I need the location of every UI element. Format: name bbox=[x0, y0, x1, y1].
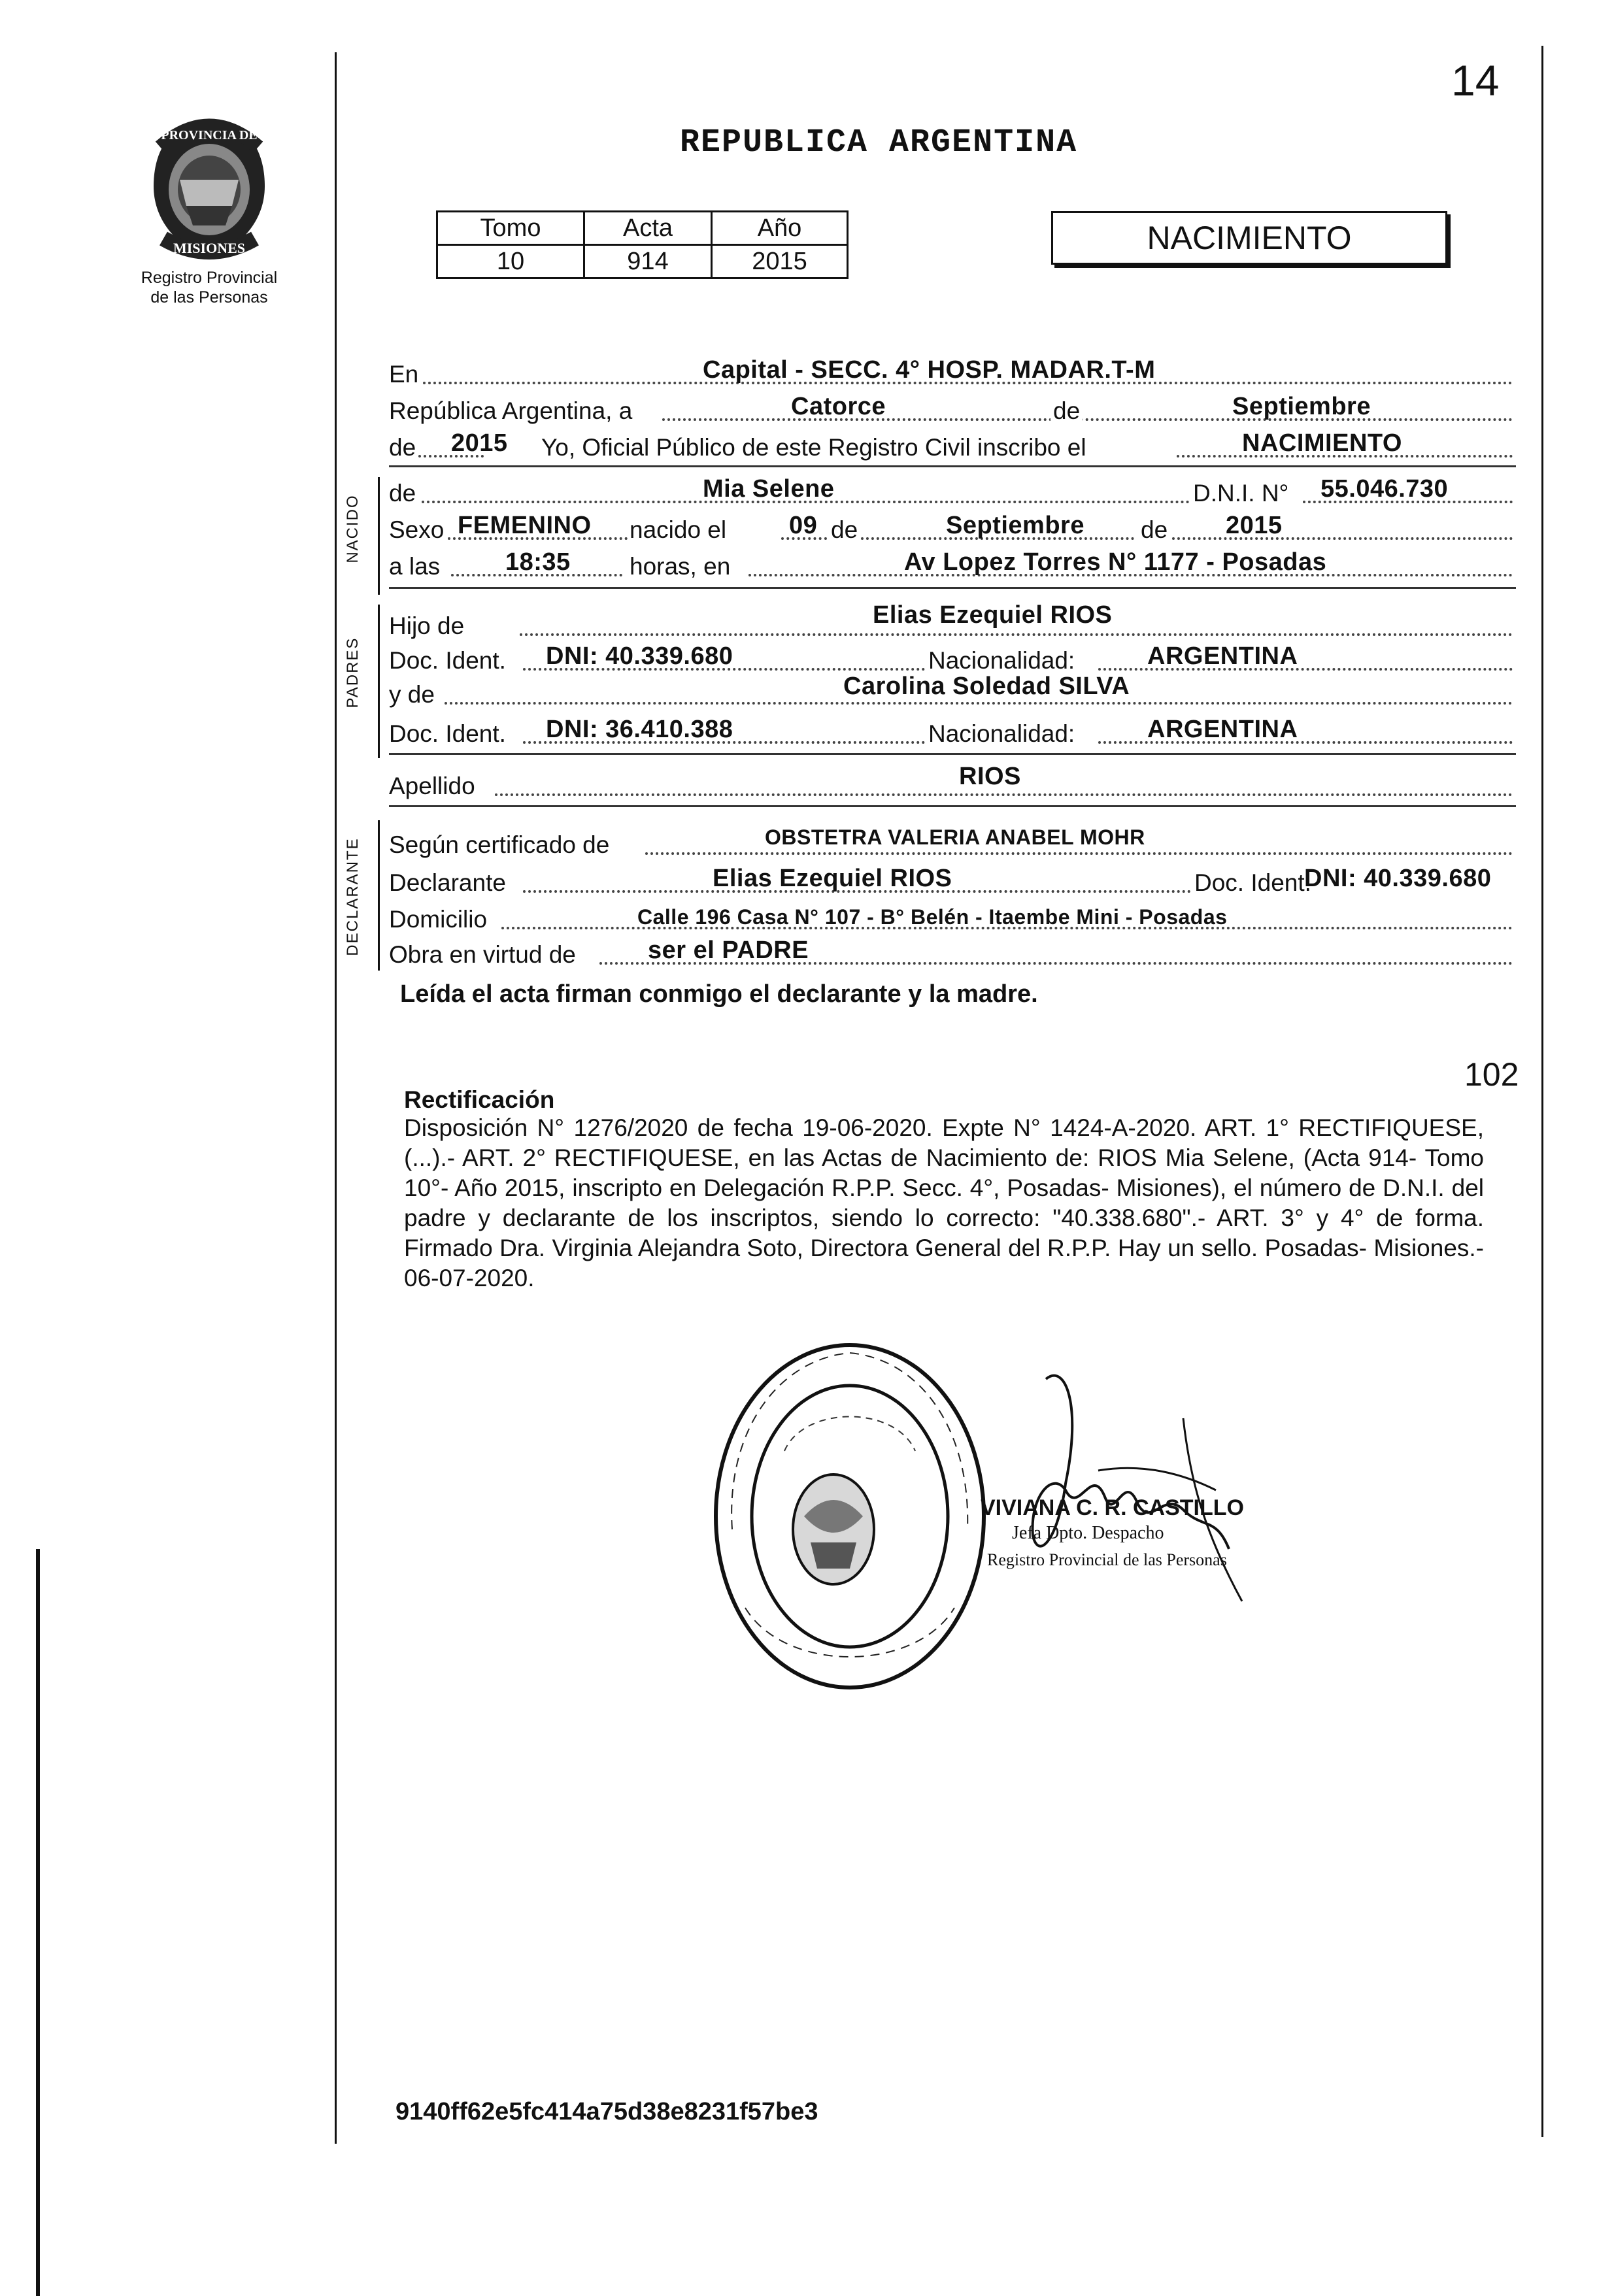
nacionalidad-label: Nacionalidad: bbox=[928, 647, 1075, 674]
dotted-line bbox=[445, 702, 1513, 705]
dia-nac-value: 09 bbox=[789, 512, 818, 539]
en-label: En bbox=[389, 361, 419, 388]
de-label: de bbox=[1051, 397, 1083, 425]
domicilio-value: Calle 196 Casa N° 107 - B° Belén - Itaembe Mini - Posadas bbox=[637, 905, 1228, 929]
declarante-doc-value: DNI: 40.339.680 bbox=[1304, 865, 1492, 892]
svg-text:MISIONES: MISIONES bbox=[173, 240, 246, 256]
separator bbox=[389, 587, 1516, 589]
row-madre-doc bbox=[389, 712, 1513, 752]
madre-doc-value: DNI: 36.410.388 bbox=[546, 716, 733, 743]
row-certificado bbox=[389, 824, 1513, 863]
official-seal-stamp bbox=[706, 1333, 994, 1699]
inscribo-label: Yo, Oficial Público de este Registro Civil inscribo el bbox=[541, 434, 1086, 461]
de-label: de bbox=[389, 480, 416, 507]
page-number: 14 bbox=[1451, 56, 1500, 105]
dotted-line bbox=[662, 418, 1513, 421]
anio-acta-value: 2015 bbox=[451, 429, 508, 457]
separator bbox=[389, 805, 1516, 807]
nacionalidad-label: Nacionalidad: bbox=[928, 720, 1075, 747]
document-title: REPUBLICA ARGENTINA bbox=[680, 124, 1078, 161]
padre-nombre-value: Elias Ezequiel RIOS bbox=[873, 601, 1113, 629]
row-declarante bbox=[389, 861, 1513, 901]
dotted-line bbox=[495, 793, 1513, 796]
logo-caption-line-1: Registro Provincial bbox=[141, 269, 278, 287]
madre-nombre-value: Carolina Soledad SILVA bbox=[843, 673, 1130, 700]
doc-ident-label: Doc. Ident. bbox=[1194, 869, 1311, 896]
a-las-label: a las bbox=[389, 553, 441, 580]
document-hash: 9140ff62e5fc414a75d38e8231f57be3 bbox=[395, 2098, 818, 2125]
row-y-de bbox=[389, 673, 1513, 712]
province-logo bbox=[134, 108, 284, 265]
lugar-nac-value: Av Lopez Torres N° 1177 - Posadas bbox=[904, 548, 1327, 576]
madre-nac-value: ARGENTINA bbox=[1147, 716, 1298, 743]
anio-nac-value: 2015 bbox=[1226, 512, 1283, 539]
anio-header: Año bbox=[712, 212, 848, 245]
registry-table bbox=[436, 210, 849, 279]
lugar-acta-value: Capital - SECC. 4° HOSP. MADAR.T-M bbox=[703, 356, 1156, 384]
row-inscribo bbox=[389, 426, 1513, 465]
closing-statement: Leída el acta firman conmigo el declarante y la madre. bbox=[400, 980, 1038, 1008]
acta-value: 914 bbox=[584, 245, 712, 278]
domicilio-label: Domicilio bbox=[389, 906, 488, 933]
anio-value: 2015 bbox=[712, 245, 848, 278]
hora-value: 18:35 bbox=[505, 548, 571, 576]
dni-label: D.N.I. N° bbox=[1193, 480, 1289, 507]
signature-scribble bbox=[967, 1366, 1294, 1614]
tomo-header: Tomo bbox=[437, 212, 584, 245]
svg-text:PROVINCIA DE: PROVINCIA DE bbox=[161, 128, 258, 142]
rectificacion-body: Disposición N° 1276/2020 de fecha 19-06-2020. Expte N° 1424-A-2020. ART. 1° RECTIFIQUESE, (...).- ART. 2° RECTIFIQUESE, en las Actas de Nacimiento de: RIOS Mia Selene, (Acta 914- Tomo 10°- Año 2015, inscripto en Delegación R.P.P. Secc. 4°, Posadas- Misiones), el número de D.N.I. del padre y declarante de los inscriptos, siendo lo correcto: "40.338.680".- ART. 3° y 4° de forma. Firmado Dra. Virginia Alejandra Soto, Directora General del R.P.P. Hay un sello. Posadas- Misiones.- 06-07-2020. bbox=[404, 1114, 1484, 1291]
padre-nac-value: ARGENTINA bbox=[1147, 642, 1298, 670]
row-hora bbox=[389, 545, 1513, 584]
dni-value: 55.046.730 bbox=[1320, 475, 1449, 503]
declarante-value: Elias Ezequiel RIOS bbox=[713, 865, 952, 892]
doc-ident-label: Doc. Ident. bbox=[389, 647, 506, 674]
binding-edge-line bbox=[36, 1549, 40, 2296]
declarante-section-label: DECLARANTE bbox=[344, 837, 361, 956]
horas-en-label: horas, en bbox=[630, 553, 731, 580]
marginal-note-number: 102 bbox=[1464, 1056, 1519, 1093]
nombre-value: Mia Selene bbox=[703, 475, 835, 503]
section-bracket bbox=[378, 605, 380, 758]
row-nombre bbox=[389, 472, 1513, 511]
dotted-line bbox=[645, 852, 1513, 855]
de-label: de bbox=[1141, 516, 1168, 543]
row-apellido bbox=[389, 765, 1513, 804]
act-type-box: NACIMIENTO bbox=[1051, 211, 1447, 265]
row-obra bbox=[389, 933, 1513, 973]
acta-header: Acta bbox=[584, 212, 712, 245]
y-de-label: y de bbox=[389, 681, 435, 708]
mes-acta-value: Septiembre bbox=[1232, 393, 1371, 420]
doc-ident-label: Doc. Ident. bbox=[389, 720, 506, 747]
section-bracket bbox=[378, 477, 380, 595]
right-margin-line bbox=[1541, 46, 1543, 2137]
sexo-label: Sexo bbox=[389, 516, 445, 543]
left-margin-line bbox=[335, 52, 337, 2144]
nacido-section-label: NACIDO bbox=[344, 494, 361, 563]
inscribo-value: NACIMIENTO bbox=[1242, 429, 1402, 457]
padres-section-label: PADRES bbox=[344, 637, 361, 708]
signer-office: Registro Provincial de las Personas bbox=[987, 1550, 1227, 1569]
anio-label: de bbox=[389, 434, 416, 461]
nacido-el-label: nacido el bbox=[630, 516, 727, 543]
row-domicilio bbox=[389, 898, 1513, 937]
separator bbox=[389, 753, 1516, 755]
mes-nac-value: Septiembre bbox=[946, 512, 1084, 539]
hijo-de-label: Hijo de bbox=[389, 612, 465, 639]
obra-label: Obra en virtud de bbox=[389, 941, 576, 968]
dia-acta-value: Catorce bbox=[791, 393, 886, 420]
separator bbox=[389, 465, 1516, 467]
declarante-label: Declarante bbox=[389, 869, 506, 896]
tomo-value: 10 bbox=[437, 245, 584, 278]
sexo-value: FEMENINO bbox=[458, 512, 592, 539]
dotted-line bbox=[1172, 537, 1513, 540]
logo-caption bbox=[118, 268, 301, 307]
section-bracket bbox=[378, 820, 380, 971]
republica-label: República Argentina, a bbox=[389, 397, 633, 424]
row-hijo-de bbox=[389, 601, 1513, 644]
padre-doc-value: DNI: 40.339.680 bbox=[546, 642, 733, 670]
rectificacion-title: Rectificación bbox=[404, 1086, 555, 1113]
row-fecha bbox=[389, 390, 1513, 429]
logo-caption-line-2: de las Personas bbox=[150, 288, 268, 307]
apellido-value: RIOS bbox=[959, 763, 1021, 790]
dotted-line bbox=[520, 633, 1513, 636]
row-en bbox=[389, 353, 1513, 392]
de-label: de bbox=[831, 516, 858, 543]
certificado-value: OBSTETRA VALERIA ANABEL MOHR bbox=[765, 825, 1145, 849]
signer-name: VIVIANA C. R. CASTILLO bbox=[981, 1495, 1244, 1520]
signer-role: Jefa Dpto. Despacho bbox=[1012, 1523, 1164, 1543]
apellido-label: Apellido bbox=[389, 773, 475, 799]
certificado-label: Según certificado de bbox=[389, 831, 610, 858]
obra-value: ser el PADRE bbox=[648, 937, 809, 964]
row-sexo bbox=[389, 508, 1513, 548]
